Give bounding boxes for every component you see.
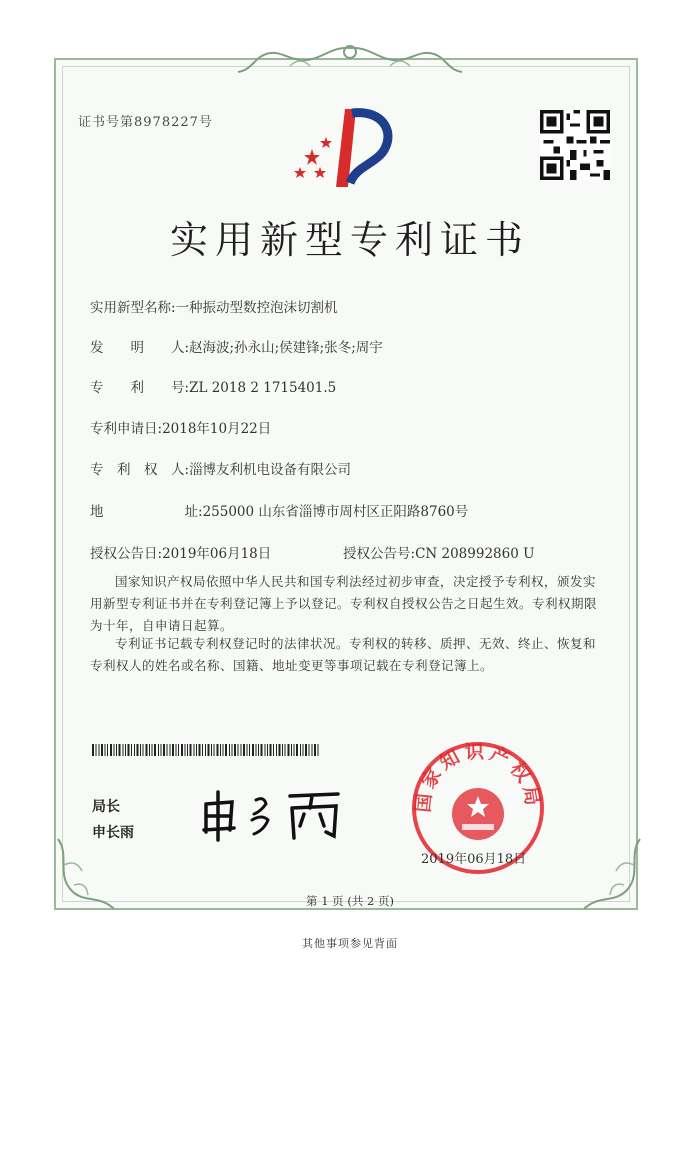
page-indicator: 第 1 页 (共 2 页) <box>306 894 394 908</box>
field-value: CN 208992860 U <box>415 546 535 562</box>
field-grant-date <box>90 542 271 562</box>
field-label: 授权公告日: <box>90 546 163 562</box>
field-utility-model-name <box>90 296 338 316</box>
field-label: 专 利 号: <box>90 380 190 396</box>
field-value: ZL 2018 2 1715401.5 <box>189 380 337 396</box>
field-filing-date <box>90 417 271 437</box>
field-value: 2018年10月22日 <box>162 421 272 437</box>
field-patentee <box>90 458 351 478</box>
certificate-number: 证书号第8978227号 <box>78 115 213 130</box>
certificate-title: 实用新型专利证书 <box>169 218 530 262</box>
field-label: 实用新型名称: <box>90 300 176 316</box>
field-address <box>90 500 468 520</box>
footer-note: 其他事项参见背面 <box>302 937 398 950</box>
field-value: 赵海波;孙永山;侯建锋;张冬;周宇 <box>189 340 383 356</box>
field-label: 地 址: <box>90 504 203 520</box>
field-inventors <box>90 336 383 356</box>
barcode-icon <box>92 744 322 756</box>
field-value: 淄博友利机电设备有限公司 <box>189 462 352 478</box>
field-value: 一种振动型数控泡沫切割机 <box>175 300 338 316</box>
field-value: 255000 山东省淄博市周村区正阳路8760号 <box>202 504 469 520</box>
handwritten-signature-icon <box>200 786 350 846</box>
field-grant-number <box>343 542 534 562</box>
legal-paragraph-2: 专利证书记载专利权登记时的法律状况。专利权的转移、质押、无效、终止、恢复和专利权人的姓名或名称、国籍、地址变更等事项记载在专利登记簿上。 <box>90 636 597 673</box>
seal-text: 国家知识产权局 <box>412 740 545 814</box>
field-label: 发 明 人: <box>90 340 190 356</box>
director-title: 局长 <box>92 799 120 815</box>
field-label: 专 利 权 人: <box>90 462 190 478</box>
patent-office-logo-icon <box>290 105 400 190</box>
field-patent-number <box>90 376 336 396</box>
top-ornament <box>230 42 470 82</box>
field-value: 2019年06月18日 <box>162 546 272 562</box>
legal-paragraph-1: 国家知识产权局依照中华人民共和国专利法经过初步审查，决定授予专利权，颁发实用新型专利证书并在专利登记簿上予以登记。专利权自授权公告之日起生效。专利权期限为十年，自申请日起算。 <box>90 574 598 633</box>
field-label: 专利申请日: <box>90 421 163 437</box>
director-name: 申长雨 <box>92 825 134 841</box>
field-label: 授权公告号: <box>343 546 416 562</box>
qr-code-icon <box>540 110 610 180</box>
seal-date: 2019年06月18日 <box>421 852 527 867</box>
